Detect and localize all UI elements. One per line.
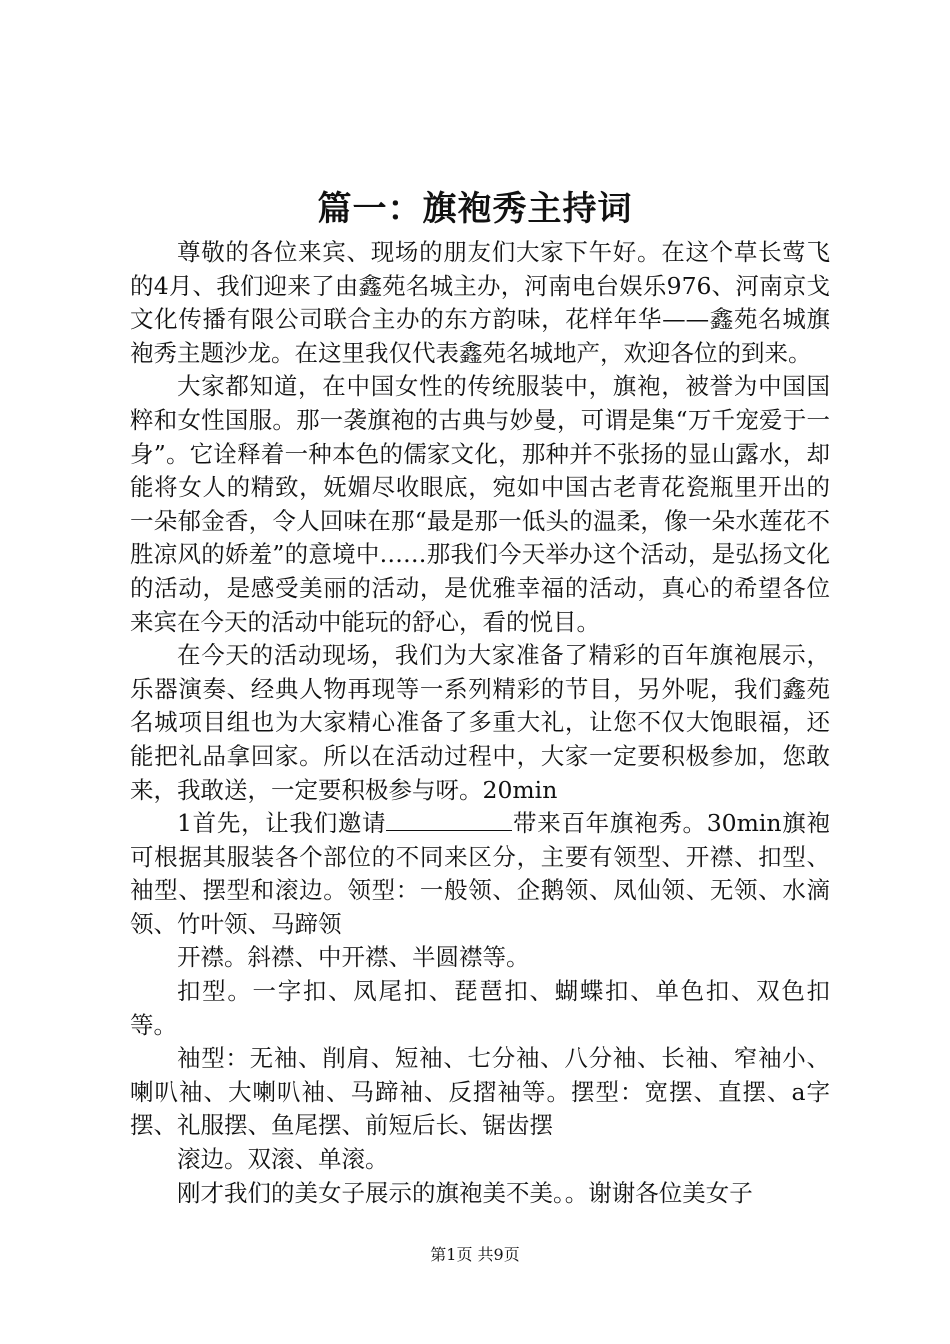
paragraph-greeting: 尊敬的各位来宾、现场的朋友们大家下午好。在这个草长莺飞的4月、我们迎来了由鑫苑名城主办，河南电台娱乐976、河南京戈文化传播有限公司联合主办的东方韵味，花样年华——鑫苑名城旗袍秀主题沙龙。在这里我仅代表鑫苑名城地产，欢迎各位的到来。: [130, 238, 830, 367]
document-body: [130, 236, 830, 1210]
document-title: 篇一：旗袍秀主持词: [317, 189, 633, 229]
paragraph-closing: 刚才我们的美女子展示的旗袍美不美。。谢谢各位美女子: [177, 1178, 753, 1207]
paragraph-qipao-intro: 大家都知道，在中国女性的传统服装中，旗袍，被誉为中国国粹和女性国服。那一袭旗袍的古典与妙曼，可谓是集“万千宠爱于一身”。它诠释着一种本色的儒家文化，那种并不张扬的显山露水，却能将女人的精致，妩媚尽收眼底，宛如中国古老青花瓷瓶里开出的一朵郁金香，令人回味在那“最是那一低头的温柔，像一朵水莲花不胜凉风的娇羞”的意境中……那我们今天举办这个活动，是弘扬文化的活动，是感受美丽的活动，是优雅幸福的活动，真心的希望各位来宾在今天的活动中能玩的舒心，看的悦目。: [130, 372, 830, 636]
invite-text-after: 带来百年旗袍秀。30min旗袍可根据其服装各个部位的不同来区分，主要有领型、开襟、扣型、袖型、摆型和滚边。领型：一般领、企鹅领、凤仙领、无领、水滴领、竹叶领、马蹄领: [130, 809, 830, 938]
paragraph-edge-type: 滚边。双滚、单滚。: [177, 1145, 389, 1174]
paragraph-button-type: 扣型。一字扣、凤尾扣、琵琶扣、蝴蝶扣、单色扣、双色扣等。: [130, 977, 830, 1039]
paragraph-sleeve-type: 袖型：无袖、削肩、短袖、七分袖、八分袖、长袖、窄袖小、喇叭袖、大喇叭袖、马蹄袖、反摺袖等。摆型：宽摆、直摆、a字摆、礼服摆、鱼尾摆、前短后长、锯齿摆: [130, 1044, 830, 1140]
page-footer: 第1页 共9页: [430, 1245, 520, 1264]
blank-line: [386, 808, 512, 831]
paragraph-activity: 在今天的活动现场，我们为大家准备了精彩的百年旗袍展示，乐器演奏、经典人物再现等一系列精彩的节目，另外呢，我们鑫苑名城项目组也为大家精心准备了多重大礼，让您不仅大饱眼福，还能把礼品拿回家。所以在活动过程中，大家一定要积极参加，您敢来，我敢送，一定要积极参与呀。20min: [130, 641, 830, 804]
paragraph-invite: [130, 807, 830, 941]
invite-text-before: 1首先，让我们邀请: [177, 809, 387, 838]
paragraph-open-front: 开襟。斜襟、中开襟、半圆襟等。: [177, 943, 530, 972]
